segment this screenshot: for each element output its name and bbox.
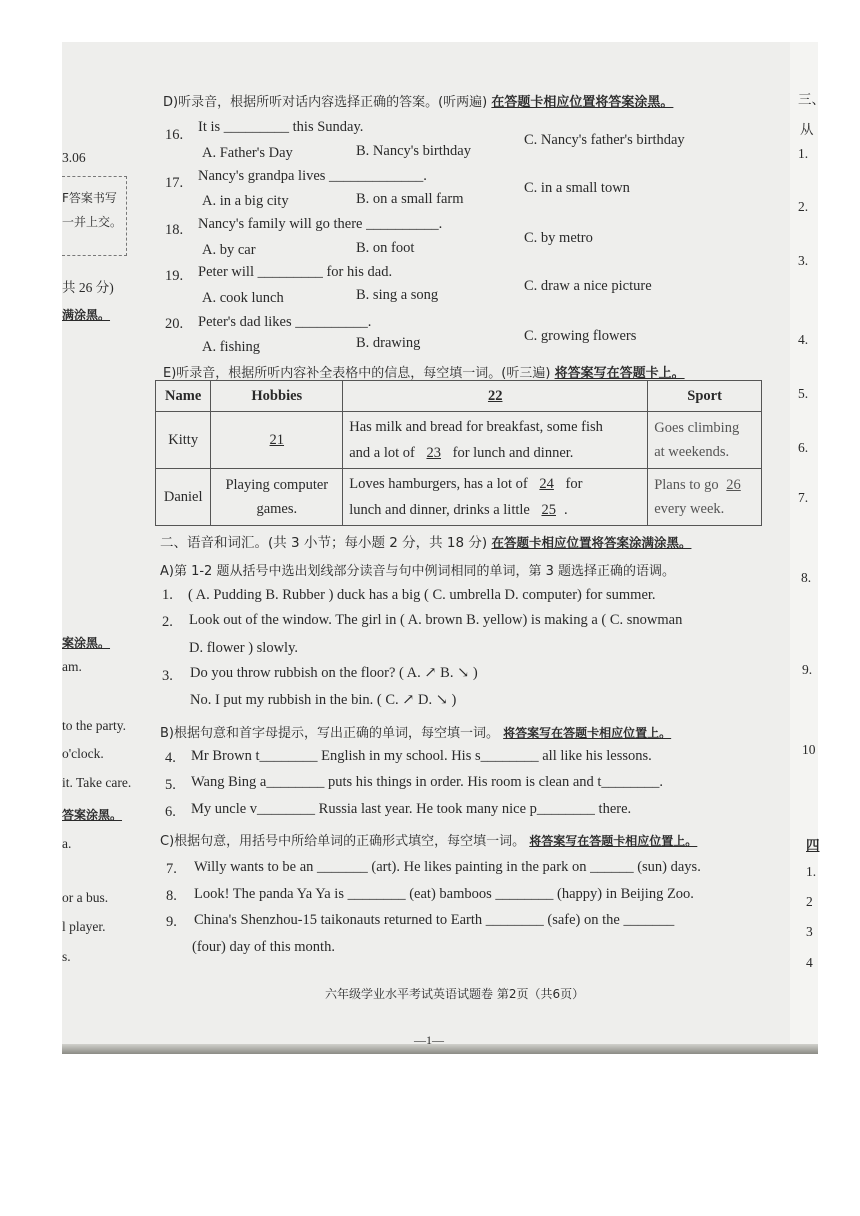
sectionB-instruction: 将答案写在答题卡相应位置上。 [503,726,672,740]
cell-hobby: Playing computer games. [211,469,343,526]
info-table [155,380,762,526]
question-stem: Nancy's grandpa lives _____________. [198,168,427,184]
right-num: 4 [806,955,813,970]
question-text: Look! The panda Ya Ya is ________ (eat) bamboos ________ (happy) in Beijing Zoo. [194,886,694,902]
question-number: 6. [165,804,176,820]
cell-sport: Goes climbing at weekends. [648,412,762,469]
right-section-four: 四 [806,838,820,854]
left-box-line1: F答案书写 [62,191,117,205]
sectionD-instruction: 在答题卡相应位置将答案涂黑。 [491,95,674,110]
option-a: A. Father's Day [202,145,293,161]
right-num: 5. [798,386,809,401]
left-frag-s: s. [62,949,71,964]
question-number: 4. [165,750,176,766]
blank-24: 24 [539,476,554,492]
cell-name: Daniel [156,469,211,526]
adjacent-page [790,42,818,1052]
option-c: C. draw a nice picture [524,278,652,294]
cell-hobby: 21 [211,412,343,469]
right-num: 6. [798,440,809,455]
option-b: B. drawing [356,335,421,351]
left-date: 3.06 [62,150,86,165]
part2-sectionA: A)第 1-2 题从括号中选出划线部分读音与句中例词相同的单词，第 3 题选择正确的语调。 [160,564,675,579]
left-score: 共 26 分) [62,280,114,295]
option-b: B. Nancy's birthday [356,143,471,159]
sectionE-header: E)听录音，根据所听内容补全表格中的信息，每空填一词。(听三遍) 将答案写在答题卡上。 [163,366,685,381]
cell-food: Loves hamburgers, has a lot of 24 for lunch and dinner, drinks a little 25 . [343,469,648,526]
left-mark2: 案涂黑。 [62,636,111,650]
sectionE-instruction: 将答案写在答题卡上。 [554,366,685,381]
question-text: Willy wants to be an _______ (art). He likes painting in the park on ______ (sun) days. [194,859,701,875]
question-text: (four) day of this month. [192,939,335,955]
left-frag-a: a. [62,836,72,851]
left-frag-bus: or a bus. [62,890,109,905]
question-stem: Peter will _________ for his dad. [198,264,393,280]
question-stem: It is _________ this Sunday. [198,119,364,135]
option-c: C. growing flowers [524,328,637,344]
left-frag-am: am. [62,659,82,674]
cell-name: Kitty [156,412,211,469]
table-row [156,412,762,469]
question-text: Do you throw rubbish on the floor? ( A. ↗ B. ↘ ) [190,665,478,681]
part2-instruction: 在答题卡相应位置将答案涂满涂黑。 [491,535,692,550]
option-b: B. on foot [356,240,415,256]
right-num: 10 [802,742,816,757]
option-a: A. cook lunch [202,290,284,306]
right-num: 3. [798,253,809,268]
question-stem: Nancy's family will go there __________. [198,216,443,232]
right-num: 1. [798,146,809,161]
blank-26: 26 [726,477,741,493]
right-num: 7. [798,490,809,505]
option-b: B. sing a song [356,287,439,303]
left-frag-party: to the party. [62,718,126,733]
page-footer: 六年级学业水平考试英语试题卷 第2页（共6页） [325,987,585,1001]
question-number: 3. [162,668,173,684]
question-text: D. flower ) slowly. [189,640,298,656]
left-frag-oclock: o'clock. [62,746,104,761]
right-section-top: 三、 [798,92,825,108]
sectionC-instruction: 将答案写在答题卡相应位置上。 [529,834,698,848]
right-num: 3 [806,924,813,939]
option-a: A. in a big city [202,193,289,209]
question-text: China's Shenzhou-15 taikonauts returned to Earth ________ (safe) on the _______ [194,912,675,928]
question-number: 16. [165,127,184,143]
part2-sectionB: B)根据句意和首字母提示，写出正确的单词，每空填一词。 将答案写在答题卡相应位置上。 [160,726,672,741]
sectionD-header: D)听录音，根据所听对话内容选择正确的答案。(听两遍) 在答题卡相应位置将答案涂黑。 [163,95,674,110]
left-frag-care: it. Take care. [62,775,132,790]
question-number: 2. [162,614,173,630]
col-sport: Sport [648,381,762,412]
option-a: A. by car [202,242,256,258]
col-hobbies: Hobbies [211,381,343,412]
table-row [156,469,762,526]
question-text: Mr Brown t________ English in my school. His s________ all like his lessons. [191,748,652,764]
question-number: 18. [165,222,184,238]
question-text: Wang Bing a________ puts his things in order. His room is clean and t________. [191,774,664,790]
question-text: Look out of the window. The girl in ( A. brown B. yellow) is making a ( C. snowman [189,612,683,628]
question-number: 17. [165,175,184,191]
question-number: 20. [165,316,184,332]
option-c: C. in a small town [524,180,630,196]
option-c: C. by metro [524,230,593,246]
question-number: 7. [166,861,177,877]
question-number: 9. [166,914,177,930]
question-text: ( A. Pudding B. Rubber ) duck has a big ( C. umbrella D. computer) for summer. [188,587,656,603]
right-num: 1. [806,864,817,879]
right-num: 4. [798,332,809,347]
part2-header: 二、语音和词汇。(共 3 小节；每小题 2 分，共 18 分) 在答题卡相应位置将答案涂满涂黑。 [160,535,692,551]
part2-sectionC: C)根据句意，用括号中所给单词的正确形式填空，每空填一词。 将答案写在答题卡相应位置上。 [160,834,698,849]
question-number: 1. [162,587,173,603]
question-number: 19. [165,268,184,284]
cell-sport: Plans to go 26 every week. [648,469,762,526]
question-text: No. I put my rubbish in the bin. ( C. ↗ D. ↘ ) [190,692,457,708]
right-num: 8. [801,570,812,585]
right-num: 9. [802,662,813,677]
left-box-line2: 一并上交。 [62,215,123,229]
question-text: My uncle v________ Russia last year. He took many nice p________ there. [191,801,632,817]
left-mark1: 满涂黑。 [62,308,111,322]
right-num: 2 [806,894,813,909]
page-mark: —1— [414,1033,444,1047]
option-c: C. Nancy's father's birthday [524,132,685,148]
question-number: 8. [166,888,177,904]
right-num: 2. [798,199,809,214]
option-b: B. on a small farm [356,191,464,207]
blank-25: 25 [541,502,556,518]
col-22: 22 [343,381,648,412]
col-name: Name [156,381,211,412]
left-mark3: 答案涂黑。 [62,808,123,822]
table-header-row [156,381,762,412]
question-stem: Peter's dad likes __________. [198,314,372,330]
question-number: 5. [165,777,176,793]
left-frag-player: l player. [62,919,106,934]
right-from: 从 [800,122,814,138]
blank-23: 23 [426,445,441,461]
option-a: A. fishing [202,339,260,355]
cell-food: Has milk and bread for breakfast, some fish and a lot of 23 for lunch and dinner. [343,412,648,469]
